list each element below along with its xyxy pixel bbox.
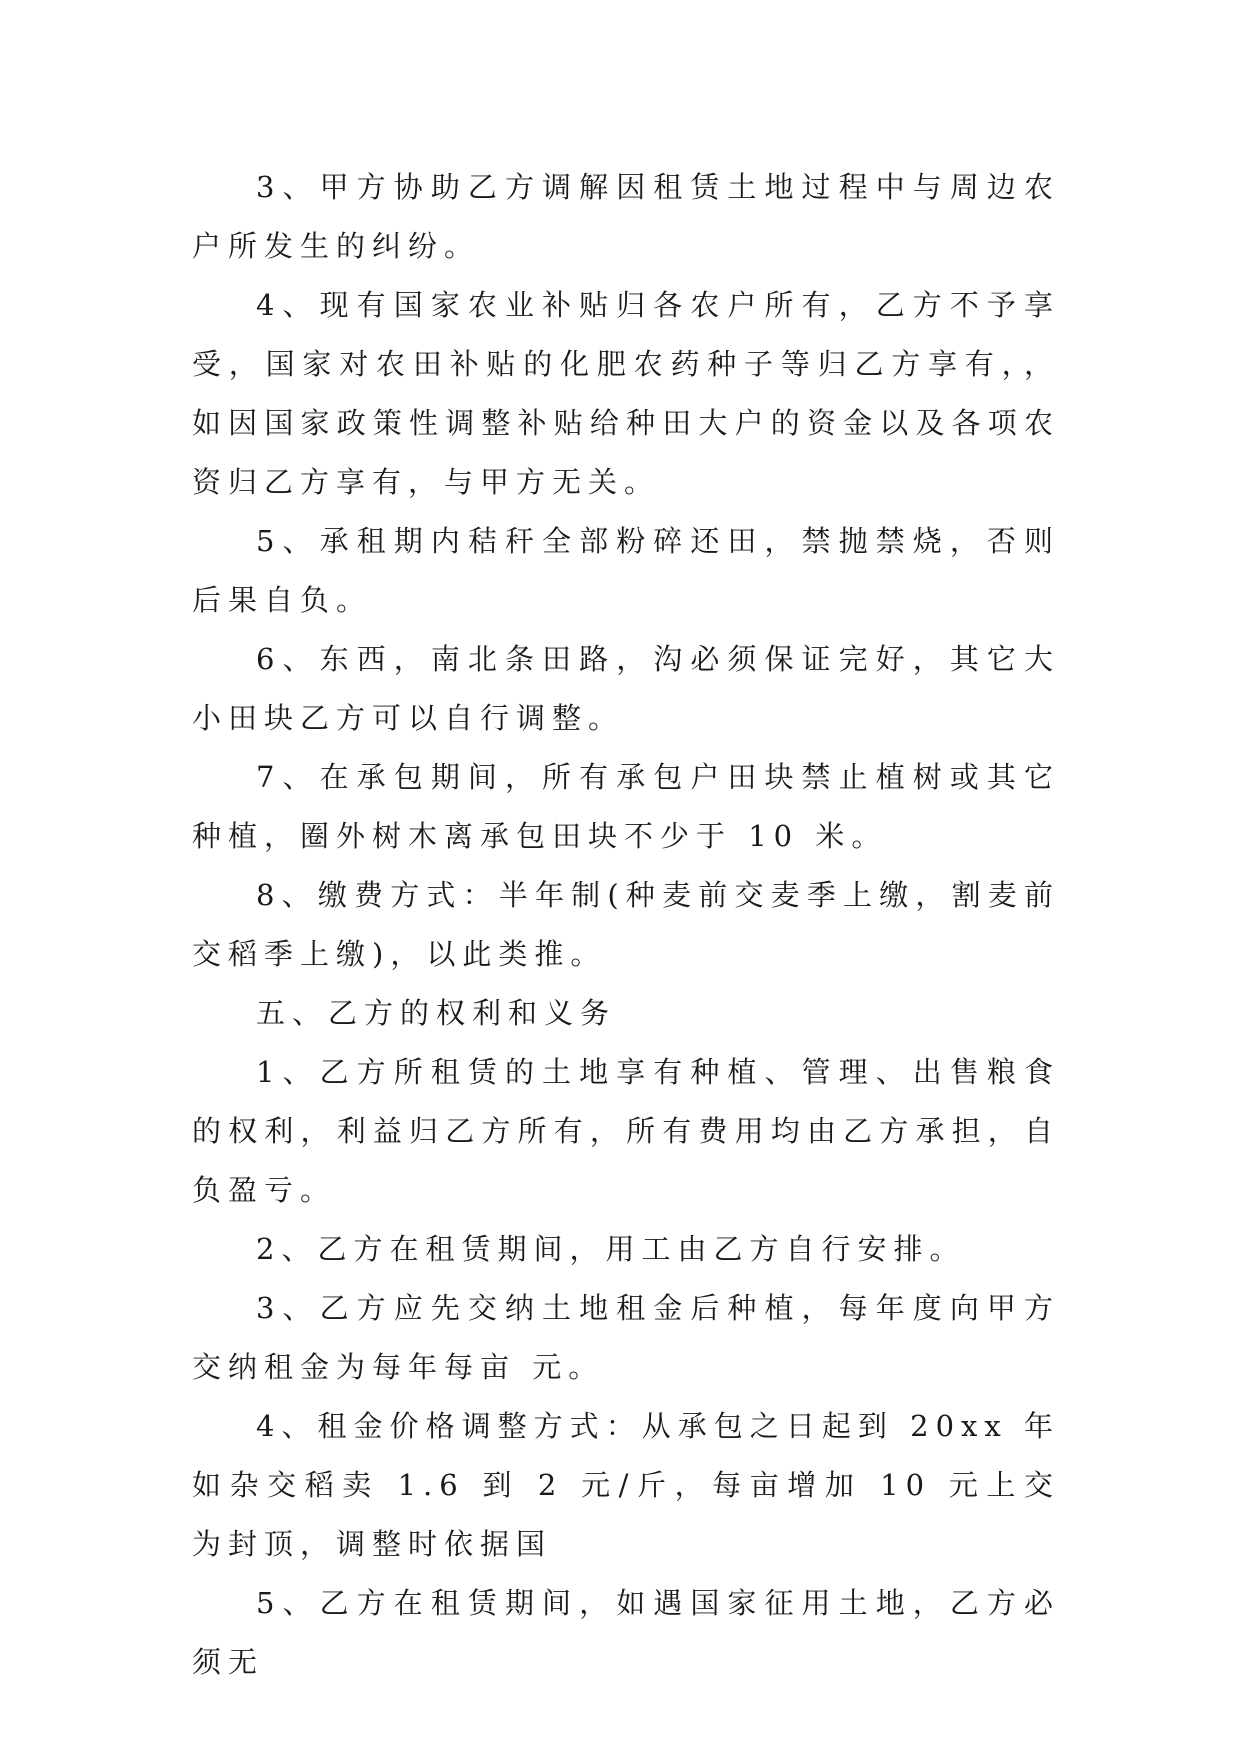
section-heading-party-b-rights: 五、乙方的权利和义务 xyxy=(256,996,617,1030)
paragraph-rights-2: 2、乙方在租赁期间，用工由乙方自行安排。 xyxy=(256,1232,966,1266)
paragraph-rights-5: 5、乙方在租赁期间，如遇国家征用土地，乙方必须无 xyxy=(192,1586,1060,1679)
paragraph-clause-7-planting: 7、在承包期间，所有承包户田块禁止植树或其它种植，圈外树木离承包田块不少于 10 米。 xyxy=(192,760,1060,853)
paragraph-rights-1: 1、乙方所租赁的土地享有种植、管理、出售粮食的权利，利益归乙方所有，所有费用均由乙方承担，自负盈亏。 xyxy=(192,1055,1060,1207)
paragraph-clause-3-assist: 3、甲方协助乙方调解因租赁土地过程中与周边农户所发生的纠纷。 xyxy=(192,170,1060,263)
paragraph-clause-8-payment: 8、缴费方式：半年制(种麦前交麦季上缴，割麦前交稻季上缴)，以此类推。 xyxy=(192,878,1060,971)
paragraph-rights-3: 3、乙方应先交纳土地租金后种植，每年度向甲方交纳租金为每年每亩 元。 xyxy=(192,1291,1060,1384)
paragraph-clause-5-straw: 5、承租期内秸秆全部粉碎还田，禁抛禁烧，否则后果自负。 xyxy=(192,524,1060,617)
document-body xyxy=(192,158,1060,1692)
paragraph-clause-6-roads: 6、东西，南北条田路，沟必须保证完好，其它大小田块乙方可以自行调整。 xyxy=(192,642,1060,735)
paragraph-clause-4-subsidy: 4、现有国家农业补贴归各农户所有，乙方不予享受，国家对农田补贴的化肥农药种子等归乙方享有，，如因国家政策性调整补贴给种田大户的资金以及各项农资归乙方享有，与甲方无关。 xyxy=(192,288,1060,499)
paragraph-rights-4: 4、租金价格调整方式：从承包之日起到 20xx 年如杂交稻卖 1.6 到 2 元/斤，每亩增加 10 元上交为封顶，调整时依据国 xyxy=(192,1409,1060,1561)
